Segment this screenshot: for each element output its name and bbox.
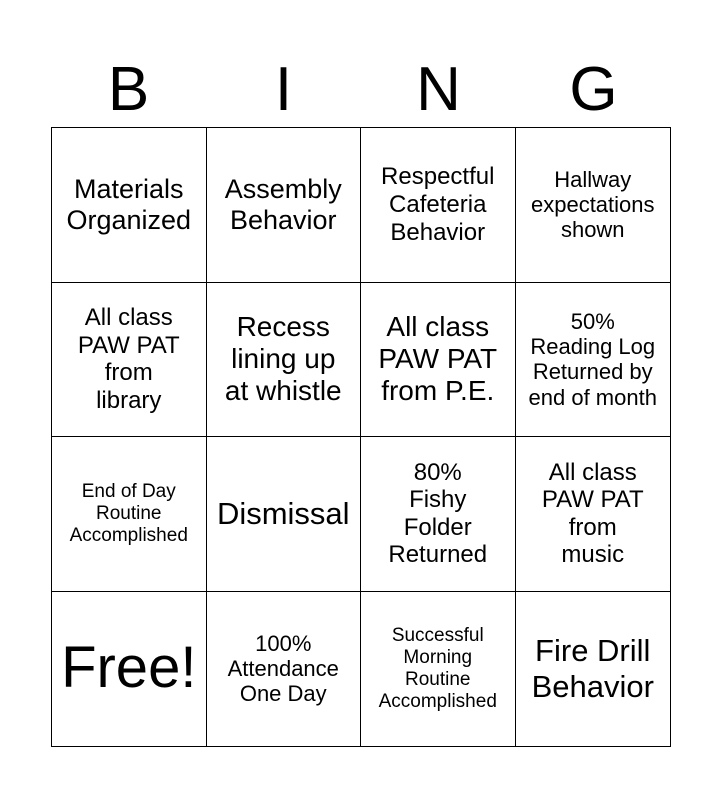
bingo-cell[interactable]: Dismissal bbox=[207, 437, 362, 592]
bingo-cell[interactable]: Fire Drill Behavior bbox=[531, 633, 654, 704]
bingo-cell[interactable]: Materials Organized bbox=[52, 128, 207, 283]
bingo-cell[interactable]: All class PAW PAT from P.E. bbox=[361, 283, 516, 438]
header-letter-n: N bbox=[416, 55, 461, 124]
bingo-cell[interactable]: Recess lining up at whistle bbox=[207, 283, 362, 438]
header-letter-g: G bbox=[569, 55, 618, 124]
bingo-cell[interactable]: All class PAW PAT from music bbox=[516, 437, 671, 592]
bingo-board bbox=[51, 127, 671, 747]
bingo-cell[interactable]: Respectful Cafeteria Behavior bbox=[361, 128, 516, 283]
bingo-cell[interactable]: Assembly Behavior bbox=[207, 128, 362, 283]
bingo-cell[interactable]: 50% Reading Log Returned by end of month bbox=[516, 283, 671, 438]
bingo-cell[interactable]: 100% Attendance One Day bbox=[207, 592, 362, 747]
bingo-cell[interactable]: 80% Fishy Folder Returned bbox=[361, 437, 516, 592]
header-letter-i: I bbox=[274, 55, 293, 124]
bingo-header bbox=[51, 55, 671, 125]
bingo-cell[interactable]: Successful Morning Routine Accomplished bbox=[361, 592, 516, 747]
bingo-cell[interactable]: All class PAW PAT from library bbox=[52, 283, 207, 438]
bingo-cell[interactable]: Hallway expectations shown bbox=[516, 128, 671, 283]
free-space-cell[interactable]: Free! bbox=[52, 592, 207, 747]
header-letter-b: B bbox=[107, 55, 150, 124]
bingo-cell[interactable]: End of Day Routine Accomplished bbox=[52, 437, 207, 592]
